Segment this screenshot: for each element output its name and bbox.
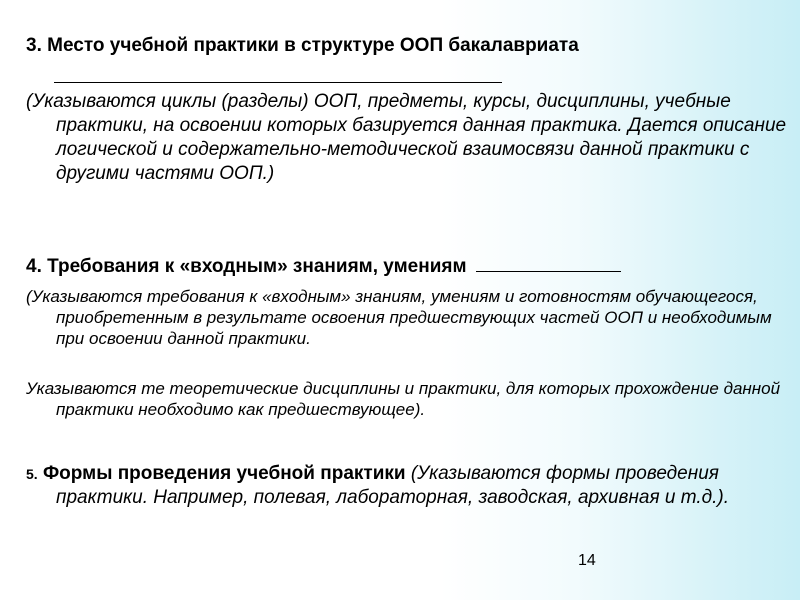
section5-number: 5. <box>26 466 38 482</box>
section4-heading-line <box>26 255 766 279</box>
section5-heading: Формы проведения учебной практики <box>42 463 406 484</box>
section4-heading: 4. Требования к «входным» знаниям, умениям <box>26 256 467 277</box>
section3-heading: 3. Место учебной практики в структуре ООП бакалавриата <box>26 35 579 56</box>
section3-description: (Указываются циклы (разделы) ООП, предметы, курсы, дисциплины, учебные практики, на освоении которых базируется данная практика. Дается описание логической и содержательно-методической взаимосвязи данной практики с другими частями ООП.) <box>26 91 787 184</box>
section5-description: (Указываются формы проведения практики. Например, полевая, лабораторная, заводская, архивная и т.д.). <box>56 463 730 508</box>
page-number: 14 <box>578 552 596 569</box>
section4-note: Указываются те теоретические дисциплины и практики, для которых прохождение данной практики необходимо как предшествующее). <box>26 379 781 419</box>
section4-description: (Указываются требования к «входным» знаниям, умениям и готовностям обучающегося, приобретенным в результате освоения предшествующих частей ООП и необходимым при освоении данной практики. <box>26 287 772 348</box>
section4-blank-line <box>476 270 621 272</box>
section5-paragraph <box>26 462 796 510</box>
section3-blank-line <box>54 70 504 88</box>
